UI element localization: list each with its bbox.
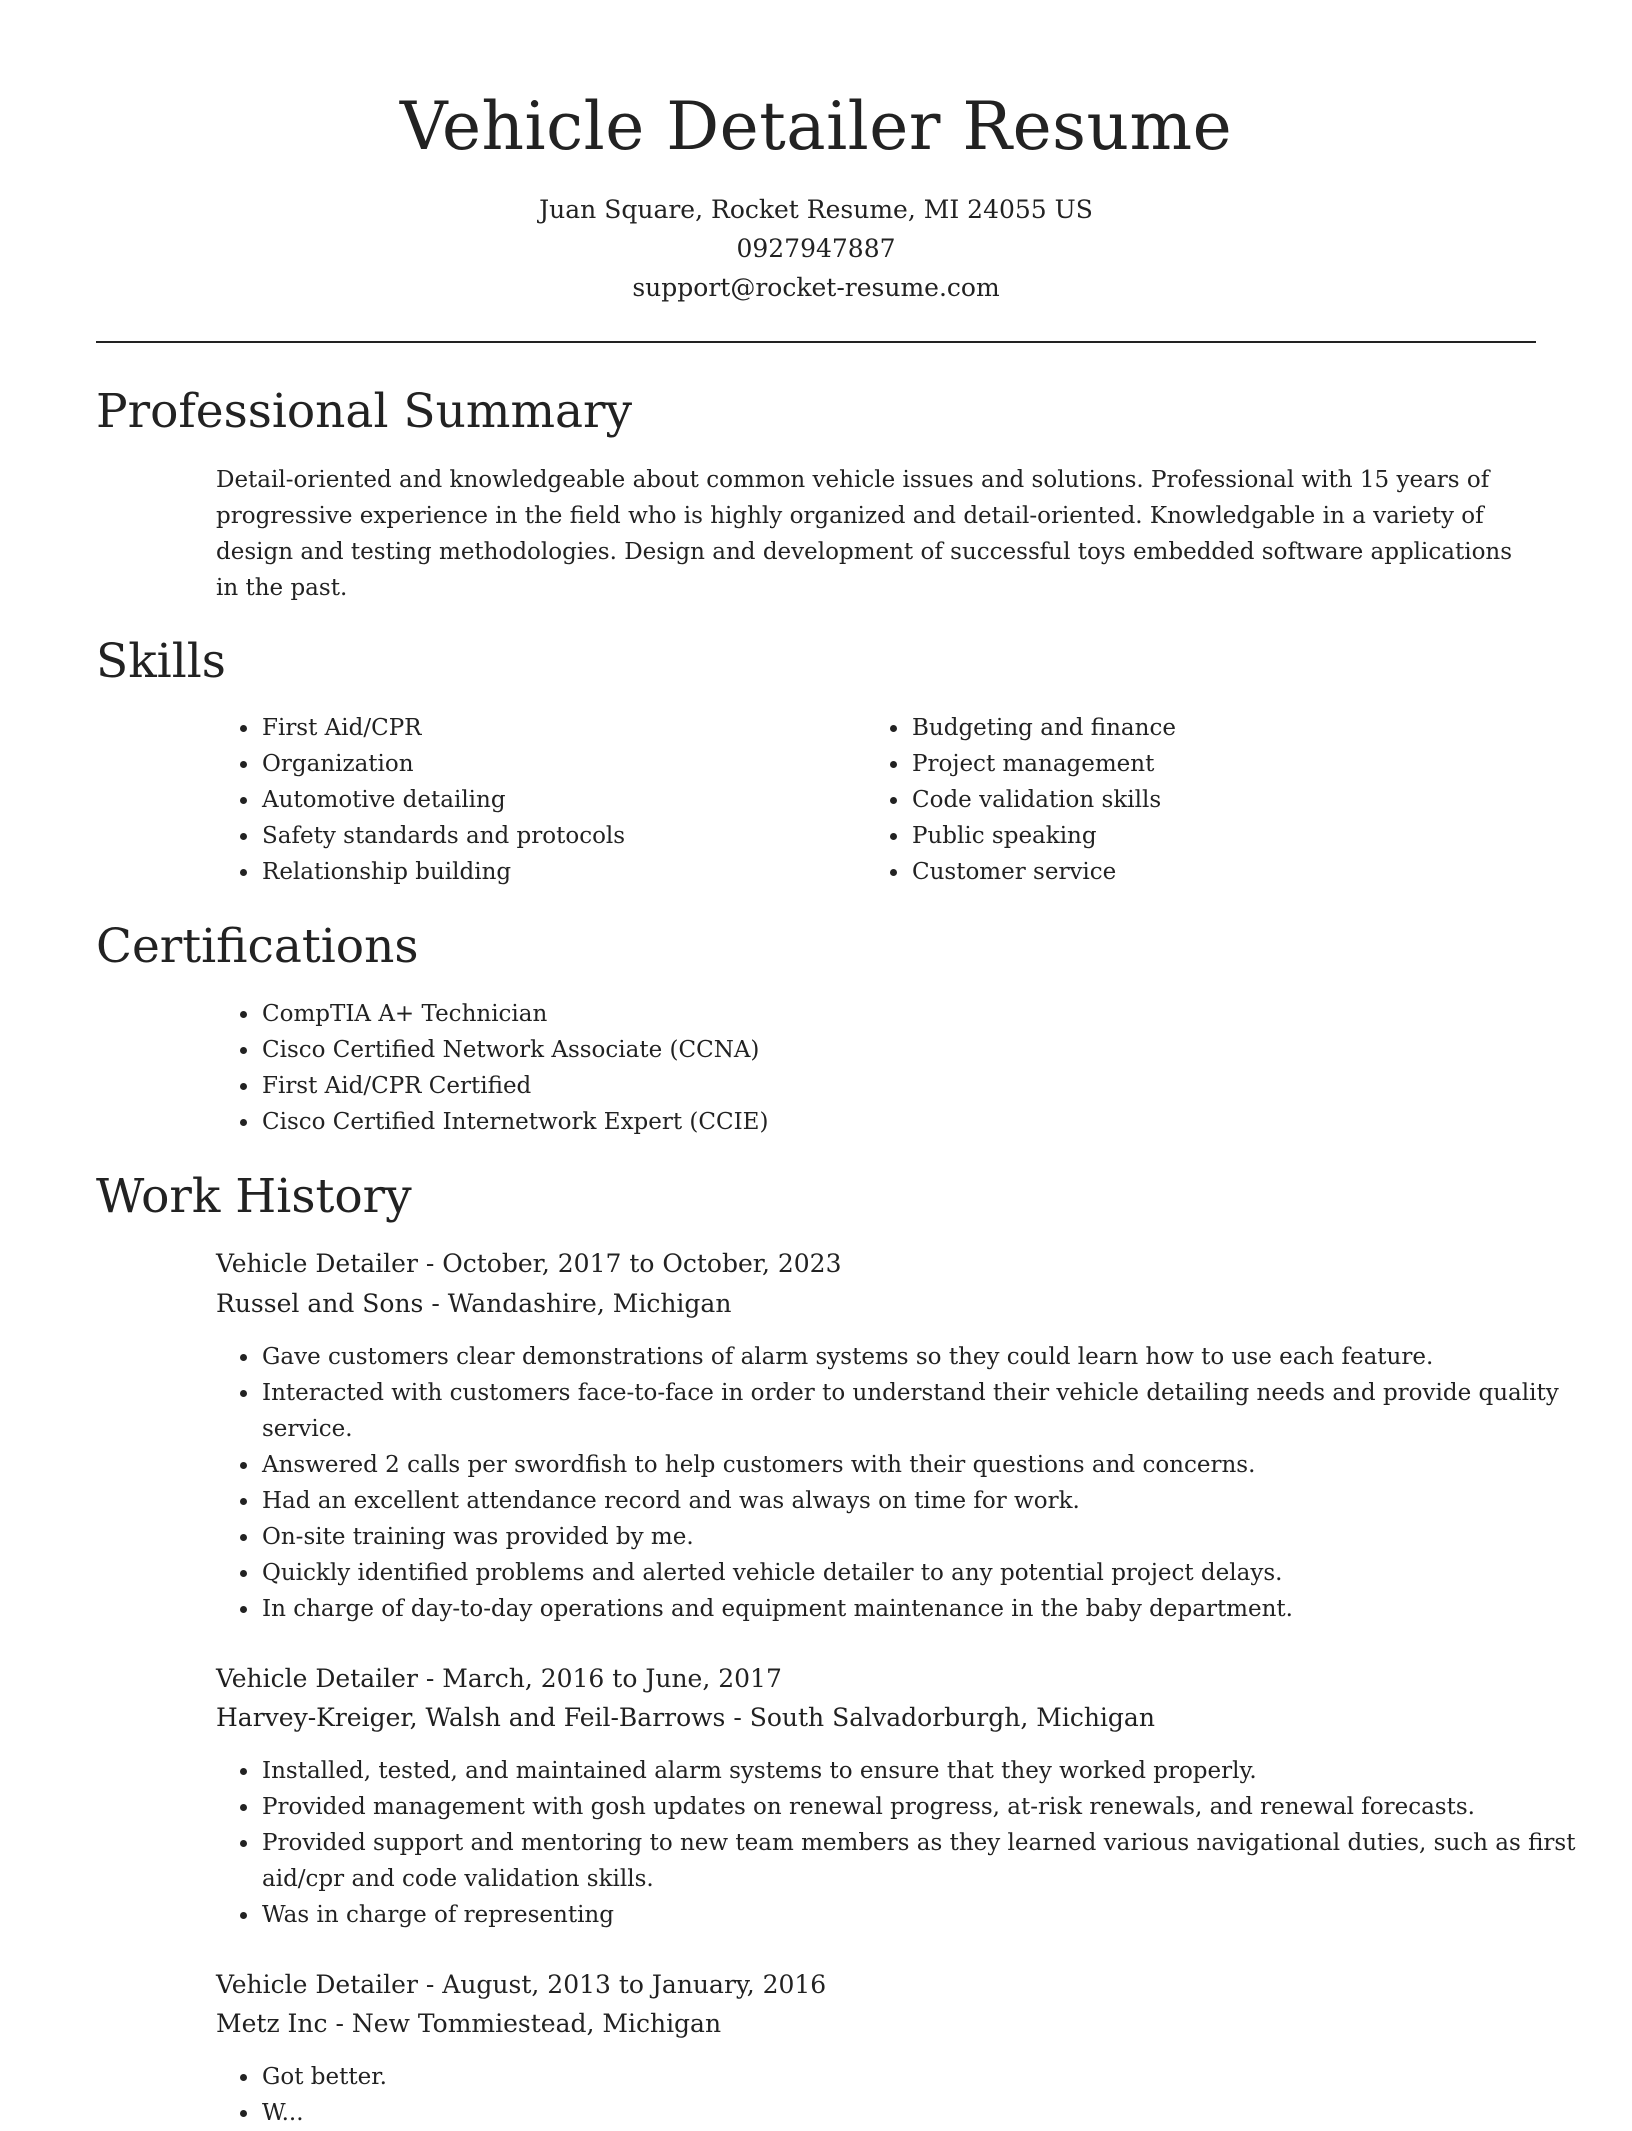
certification-item: • Cisco Certified Internetwork Expert (CCIE)	[260, 1104, 1460, 1140]
work-history-heading: Work History	[96, 1169, 412, 1224]
job-title-line	[216, 1660, 782, 1698]
separator: -	[417, 1970, 443, 1999]
separator: -	[423, 1289, 448, 1318]
certification-item: • CompTIA A+ Technician	[260, 996, 1460, 1032]
separator: -	[725, 1703, 750, 1732]
skills-heading: Skills	[96, 634, 226, 689]
job-title: Vehicle Detailer	[216, 1970, 418, 1999]
skill-item: • Code validation skills	[910, 782, 1510, 818]
job-duty: • Was in charge of representing	[260, 1897, 1585, 1933]
certifications-list	[216, 996, 1460, 1140]
skill-item: • Safety standards and protocols	[260, 818, 820, 854]
job-dates: August, 2013 to January, 2016	[442, 1970, 827, 1999]
job-duty: • W...	[260, 2095, 1585, 2131]
job-title: Vehicle Detailer	[216, 1664, 418, 1693]
separator: -	[327, 2009, 352, 2038]
job-company: Harvey-Kreiger, Walsh and Feil-Barrows	[216, 1703, 726, 1732]
job-duty: • In charge of day-to-day operations and equipment maintenance in the baby department.	[260, 1591, 1585, 1627]
certification-item: • Cisco Certified Network Associate (CCNA)	[260, 1032, 1460, 1068]
separator: -	[417, 1664, 443, 1693]
certification-item: • First Aid/CPR Certified	[260, 1068, 1460, 1104]
skill-item: • Public speaking	[910, 818, 1510, 854]
skill-item: • Customer service	[910, 854, 1510, 890]
job-duty: • Quickly identified problems and alerted vehicle detailer to any potential project delays.	[260, 1555, 1585, 1591]
skill-item: • Automotive detailing	[260, 782, 820, 818]
skill-item: • Relationship building	[260, 854, 820, 890]
summary-text: Detail-oriented and knowledgeable about common vehicle issues and solutions. Professional with 15 years of progressive experience in the field who is highly organized and detail-oriented. Knowledgable in a variety of design and testing methodologies. Design and development of successful toys embedded software applications in the past.	[216, 467, 1513, 601]
job-dates: March, 2016 to June, 2017	[442, 1664, 782, 1693]
job-location: Wandashire, Michigan	[447, 1289, 732, 1318]
job-duty: • Had an excellent attendance record and was always on time for work.	[260, 1483, 1585, 1519]
job-company-line	[216, 1699, 1155, 1737]
contact-email: support@rocket-resume.com	[632, 273, 1000, 302]
job-duties-list	[216, 1339, 1585, 1627]
resume-title: Vehicle Detailer Resume	[399, 88, 1233, 165]
skill-item: • First Aid/CPR	[260, 710, 820, 746]
job-duty: • Provided management with gosh updates on renewal progress, at-risk renewals, and renewal forecasts.	[260, 1789, 1585, 1825]
skill-item: • Organization	[260, 746, 820, 782]
job-location: New Tommiestead, Michigan	[351, 2009, 722, 2038]
contact-block	[0, 190, 1632, 307]
job-location: South Salvadorburgh, Michigan	[749, 1703, 1155, 1732]
certifications-heading: Certifications	[96, 919, 419, 974]
job-duty: • Answered 2 calls per swordfish to help customers with their questions and concerns.	[260, 1447, 1585, 1483]
job-company: Metz Inc	[216, 2009, 328, 2038]
skill-item: • Budgeting and finance	[910, 710, 1510, 746]
header-divider	[96, 341, 1536, 343]
contact-address: Juan Square, Rocket Resume, MI 24055 US	[539, 195, 1093, 224]
job-title: Vehicle Detailer	[216, 1249, 418, 1278]
summary-heading: Professional Summary	[96, 384, 633, 439]
job-duty: • Installed, tested, and maintained alarm systems to ensure that they worked properly.	[260, 1753, 1585, 1789]
job-company: Russel and Sons	[216, 1289, 424, 1318]
job-title-line	[216, 1245, 841, 1283]
job-duty: • Gave customers clear demonstrations of alarm systems so they could learn how to use each feature.	[260, 1339, 1585, 1375]
skills-list-left	[216, 710, 820, 890]
job-duties-list	[216, 1753, 1585, 1933]
job-duty: • Interacted with customers face-to-face in order to understand their vehicle detailing needs and provide quality service.	[260, 1375, 1585, 1447]
job-duty: • Got better.	[260, 2059, 1585, 2095]
job-company-line	[216, 1285, 731, 1323]
skills-list-right	[866, 710, 1510, 890]
skill-item: • Project management	[910, 746, 1510, 782]
contact-phone: 0927947887	[736, 234, 896, 263]
job-company-line	[216, 2005, 721, 2043]
job-dates: October, 2017 to October, 2023	[442, 1249, 842, 1278]
job-duty: • On-site training was provided by me.	[260, 1519, 1585, 1555]
job-title-line	[216, 1966, 826, 2004]
job-duties-list	[216, 2059, 1585, 2131]
job-duty: • Provided support and mentoring to new team members as they learned various navigational duties, such as first aid/cpr and code validation skills.	[260, 1825, 1585, 1897]
separator: -	[417, 1249, 443, 1278]
